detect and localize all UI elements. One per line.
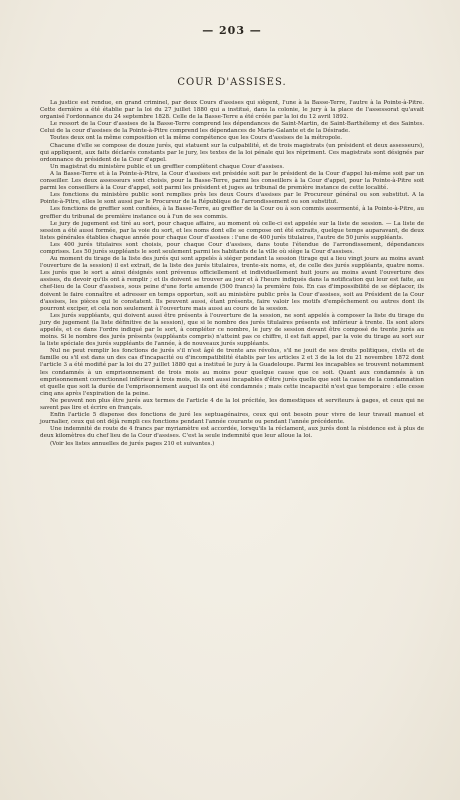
paragraph: Une indemnité de route de 4 francs par myriamètre est accordée, lorsqu'ils la réclament, aux jurés dont la résidence est à plus de deux kilomètres du chef lieu de la Cour d'assises. C'est la seule indemnité que leur alloue la loi.: [40, 426, 424, 440]
paragraph: Les jurés suppléants, qui doivent aussi être présents à l'ouverture de la session, ne sont appelés à composer la liste du tirage du jury de jugement (la liste définitive de la session), que si le nombre des jurés titulaires présents est inférieur à trente. Ils sont alors appelés, et ce dans l'ordre indiqué par le sort, à compléter ce nombre, le jury de session devant être composé de trente jurés au moins. Si le nombre des jurés présents (suppléants compris) n'atteint pas ce chiffre, il est fait appel, par la voie du tirage au sort sur la liste spéciale des jurés suppléants de l'année, à de nouveaux jurés suppléants.: [40, 312, 424, 348]
page-number: — 203 —: [202, 24, 262, 37]
paragraph: Les fonctions du ministère public sont remplies près les deux Cours d'assises par le Procureur général ou son substitut. A la Pointe-à-Pitre, elles le sont aussi par le Procureur de la République de l'arrondissement ou son substitut.: [40, 192, 424, 206]
paragraph: Au moment du tirage de la liste des jurés qui sont appelés à siéger pendant la session (tirage qui a lieu vingt jours au moins avant l'ouverture de la session) il est extrait, de la liste des jurés titulaires, trente-six noms, et, de celle des jurés suppléants, quatre noms. Les jurés que le sort a ainsi désignés sont prévenus officiellement et individuellement huit jours au moins avant l'ouverture des assises, du devoir qu'ils ont à remplir ; et ils doivent se trouver au jour et à l'heure indiqués dans la notification qui leur est faite, au chef-lieu de la Cour d'assises, sous peine d'une forte amende (500 francs) la première fois. En cas d'impossibilité de se déplacer, ils doivent le faire connaître et adresser en temps opportun, soit au ministère public près la Cour d'assises, soit au Président de la Cour d'assises, les pièces qui le constatent. Ils peuvent aussi, étant présents, faire valoir les motifs d'empêchement ou autres dont ils pourront exciper, et cela non seulement à l'ouverture mais aussi au cours de la session.: [40, 256, 424, 312]
body-text: [40, 100, 424, 448]
paragraph: Les 400 jurés titulaires sont choisis, pour chaque Cour d'assises, dans toute l'étendue de l'arrondissement, dépendances comprises. Les 50 jurés suppléants le sont seulement parmi les habitants de la ville où siège la Cour d'assises.: [40, 241, 424, 255]
paragraph: Toutes deux ont la même composition et la même compétence que les Cours d'assises de la métropole.: [50, 135, 343, 142]
paragraph: Les fonctions de greffier sont confiées, à la Basse-Terre, au greffier de la Cour ou à son commis assermenté, à la Pointe-à-Pitre, au greffier du tribunal de première instance ou à l'un de ses commis.: [40, 206, 424, 220]
paragraph: La justice est rendue, en grand criminel, par deux Cours d'assises qui siègent, l'une à la Basse-Terre, l'autre à la Pointe-à-Pitre. Cette dernière a été établie par la loi du 27 juillet 1880 qui a institué, dans la colonie, le jury à la place de l'assessorat qu'avait organisé l'ordonnance du 24 septembre 1828. Celle de la Basse-Terre a été créée par la loi du 12 avril 1892.: [40, 100, 424, 121]
paragraph: Ne peuvent non plus être jurés aux termes de l'article 4 de la loi précitée, les domestiques et serviteurs à gages, et ceux qui ne savent pas lire et écrire en français.: [40, 397, 424, 412]
paragraph: Enfin l'article 5 dispense des fonctions de juré les septuagénaires, ceux qui ont besoin pour vivre de leur travail manuel et journalier, ceux qui ont déjà rempli ces fonctions pendant l'année courante ou pendant l'année précédente.: [40, 412, 424, 426]
paragraph: A la Basse-Terre et à la Pointe-à-Pitre, la Cour d'assises est présidée soit par le président de la Cour d'appel lui-même soit par un conseiller. Les deux assesseurs sont choisis, pour la Basse-Terre, parmi les conseillers à la Cour d'appel, pour la Pointe-à-Pitre soit parmi les conseillers à la Cour d'appel, soit parmi les président et juges au tribunal de première instance de cette localité.: [40, 170, 424, 192]
paragraph: Le jury de jugement est tiré au sort, pour chaque affaire, au moment où celle-ci est appelée sur la liste de session. — La liste de session a été aussi formée, par la voie du sort, et les noms dont elle se compose ont été extraits, quelque temps auparavant, de deux listes générales établies chaque année pour chaque Cour d'assises : l'une de 400 jurés titulaires, l'autre de 50 jurés suppléants.: [40, 220, 424, 241]
paragraph: Chacune d'elle se compose de douze jurés, qui statuent sur la culpabilité, et de trois magistrats (un président et deux assesseurs), qui appliquent, aux faits déclarés constants par le jury, les textes de la loi pénale qui les répriment. Ces magistrats sont désignés par ordonnance du président de la Cour d'appel.: [40, 142, 424, 163]
paragraph: Le ressort de la Cour d'assises de la Basse-Terre comprend les dépendances de Saint-Martin, de Saint-Barthélemy et des Saintes. Celui de la cour d'assises de la Pointe-à-Pitre comprend les dépendances de Marie-Galante et de la Désirade.: [40, 121, 424, 135]
reference-note: (Voir les listes annuelles de jurés pages 210 et suivantes.): [50, 440, 215, 447]
section-title: COUR D'ASSISES.: [177, 77, 287, 88]
paragraph: Nul ne peut remplir les fonctions de jurés s'il n'est âgé de trente ans révolus, s'il ne jouit de ses droits politiques, civils et de famille ou s'il est dans un des cas d'incapacité ou d'incompatibilité établis par les articles 2 et 3 de la loi du 21 novembre 1872 dont l'article 3 a été modifié par la loi du 27 juillet 1880 qui a institué le jury à la Guadeloupe. Parmi les incapables se trouvent notamment les condamnés à un emprisonnement de trois mois au moins pour quelque cause que ce soit. Quant aux condamnés à un emprisonnement correctionnel inférieur à trois mois, ils sont aussi incapables d'être jurés quelle que soit la cause de la condamnation et quelle que soit la durée de l'emprisonnement auquel ils ont été condamnés ; mais cette incapacité n'est que temporaire : elle cesse cinq ans après l'expiration de la peine.: [40, 348, 424, 397]
paragraph: Un magistrat du ministère public et un greffier complètent chaque Cour d'assises.: [50, 163, 285, 170]
